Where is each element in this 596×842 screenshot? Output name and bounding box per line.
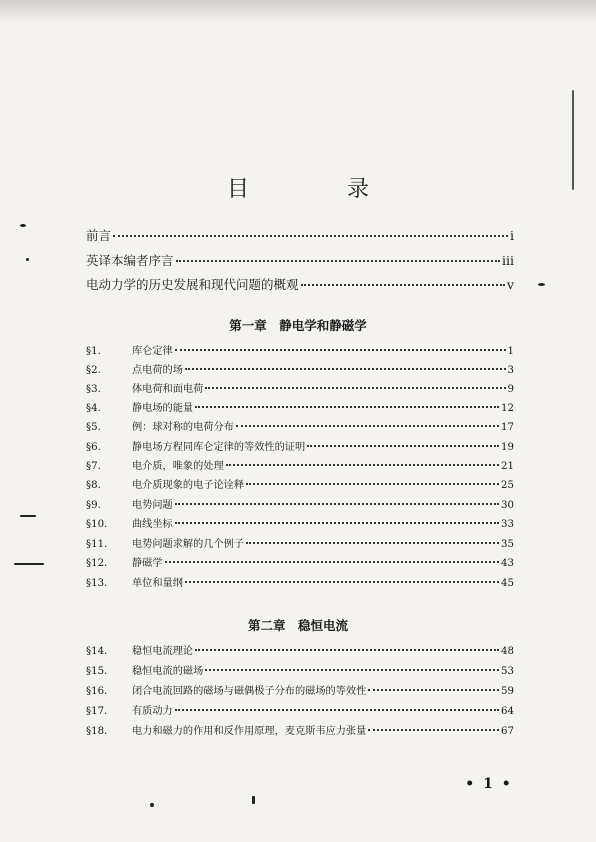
toc-row[interactable] [86, 457, 514, 473]
section-title: 电势问题求解的几个例子 [132, 539, 245, 550]
section-page: 12 [501, 403, 514, 414]
section-page: 33 [501, 519, 514, 530]
toc-row[interactable] [86, 702, 514, 718]
scan-speck [150, 803, 154, 807]
toc-row[interactable] [86, 722, 514, 738]
section-title: 曲线坐标 [132, 519, 173, 530]
section-page: 21 [501, 461, 514, 472]
entry-page: v [506, 277, 514, 292]
section-page: 53 [501, 666, 514, 677]
leader-dots [113, 235, 508, 237]
leader-dots [236, 425, 499, 427]
scan-edge-line [572, 90, 574, 190]
section-title: 稳恒电流的磁场 [132, 666, 204, 677]
section-number: §15. [86, 666, 108, 677]
section-number: §2. [86, 365, 101, 376]
toc-row[interactable] [86, 574, 514, 590]
chapter-heading: 第一章 静电学和静磁学 [229, 318, 367, 333]
section-number: §9. [86, 500, 101, 511]
scan-speck [538, 283, 545, 286]
leader-dots [176, 260, 500, 262]
leader-dots [205, 669, 499, 671]
leader-dots [368, 689, 499, 691]
section-number: §5. [86, 422, 101, 433]
section-page: 25 [501, 480, 514, 491]
section-page: 30 [501, 500, 514, 511]
leader-dots [185, 368, 506, 370]
leader-dots [175, 503, 499, 505]
section-number: §1. [86, 346, 101, 357]
leader-dots [307, 445, 499, 447]
section-number: §18. [86, 726, 108, 737]
chapter-heading: 第二章 稳恒电流 [247, 618, 348, 633]
section-title: 闭合电流回路的磁场与磁偶极子分布的磁场的等效性 [132, 686, 367, 697]
toc-row[interactable] [86, 515, 514, 531]
scan-speck [26, 258, 29, 261]
toc-entry[interactable] [86, 226, 514, 246]
scan-speck [14, 563, 44, 565]
section-title: 稳恒电流理论 [132, 646, 194, 657]
entry-page: iii [502, 253, 514, 268]
toc-row[interactable] [86, 476, 514, 492]
toc-row[interactable] [86, 642, 514, 658]
section-page: 19 [501, 442, 514, 453]
section-page: 1 [507, 346, 514, 357]
section-number: §14. [86, 646, 108, 657]
toc-row[interactable] [86, 535, 514, 551]
leader-dots [246, 542, 499, 544]
section-title: 静电场方程同库仑定律的等效性的证明 [132, 442, 306, 453]
leader-dots [246, 483, 499, 485]
entry-label: 前言 [86, 228, 112, 243]
leader-dots [175, 709, 499, 711]
leader-dots [175, 522, 499, 524]
section-page: 45 [501, 578, 514, 589]
leader-dots [185, 581, 499, 583]
section-number: §13. [86, 578, 108, 589]
scan-speck [20, 224, 26, 227]
toc-row[interactable] [86, 342, 514, 358]
section-title: 电力和磁力的作用和反作用原理，麦克斯韦应力张量 [132, 726, 367, 737]
scan-speck [252, 796, 255, 804]
section-title: 静电场的能量 [132, 403, 194, 414]
section-page: 67 [501, 726, 514, 737]
section-title: 电介质现象的电子论诠释 [132, 480, 245, 491]
section-title: 单位和量纲 [132, 578, 183, 589]
toc-row[interactable] [86, 418, 514, 434]
section-title: 电介质，唯象的处理 [132, 461, 224, 472]
section-page: 48 [501, 646, 514, 657]
section-number: §3. [86, 384, 101, 395]
section-number: §4. [86, 403, 101, 414]
section-title: 例：球对称的电荷分布 [132, 422, 234, 433]
section-number: §6. [86, 442, 101, 453]
section-number: §16. [86, 686, 108, 697]
entry-label: 英译本编者序言 [86, 253, 174, 268]
section-title: 静磁学 [132, 558, 163, 569]
section-page: 43 [501, 558, 514, 569]
section-page: 59 [501, 686, 514, 697]
toc-row[interactable] [86, 399, 514, 415]
section-number: §17. [86, 706, 108, 717]
leader-dots [368, 729, 499, 731]
section-number: §8. [86, 480, 101, 491]
toc-row[interactable] [86, 682, 514, 698]
toc-row[interactable] [86, 554, 514, 570]
leader-dots [165, 561, 499, 563]
section-page: 64 [501, 706, 514, 717]
toc-row[interactable] [86, 361, 514, 377]
section-number: §7. [86, 461, 101, 472]
section-page: 17 [501, 422, 514, 433]
toc-row[interactable] [86, 438, 514, 454]
section-title: 有质动力 [132, 706, 173, 717]
section-number: §10. [86, 519, 108, 530]
toc-row[interactable] [86, 662, 514, 678]
section-title: 电势问题 [132, 500, 173, 511]
toc-row[interactable] [86, 380, 514, 396]
toc-entry[interactable] [86, 275, 514, 295]
section-page: 35 [501, 539, 514, 550]
leader-dots [195, 649, 499, 651]
toc-entry[interactable] [86, 251, 514, 271]
scan-speck [20, 515, 36, 517]
entry-label: 电动力学的历史发展和现代问题的概观 [86, 277, 299, 292]
toc-row[interactable] [86, 496, 514, 512]
page-number: • 1 • [465, 776, 513, 792]
section-number: §11. [86, 539, 108, 550]
leader-dots [301, 284, 505, 286]
section-number: §12. [86, 558, 108, 569]
section-title: 体电荷和面电荷 [132, 384, 204, 395]
section-title: 点电荷的场 [132, 365, 183, 376]
leader-dots [205, 387, 505, 389]
entry-page: i [510, 228, 514, 243]
leader-dots [195, 406, 499, 408]
leader-dots [175, 349, 506, 351]
page-title: 目 录 [226, 177, 407, 202]
section-page: 3 [507, 365, 514, 376]
section-page: 9 [507, 384, 514, 395]
section-title: 库仑定律 [132, 346, 173, 357]
leader-dots [226, 464, 499, 466]
scan-edge [0, 0, 596, 22]
